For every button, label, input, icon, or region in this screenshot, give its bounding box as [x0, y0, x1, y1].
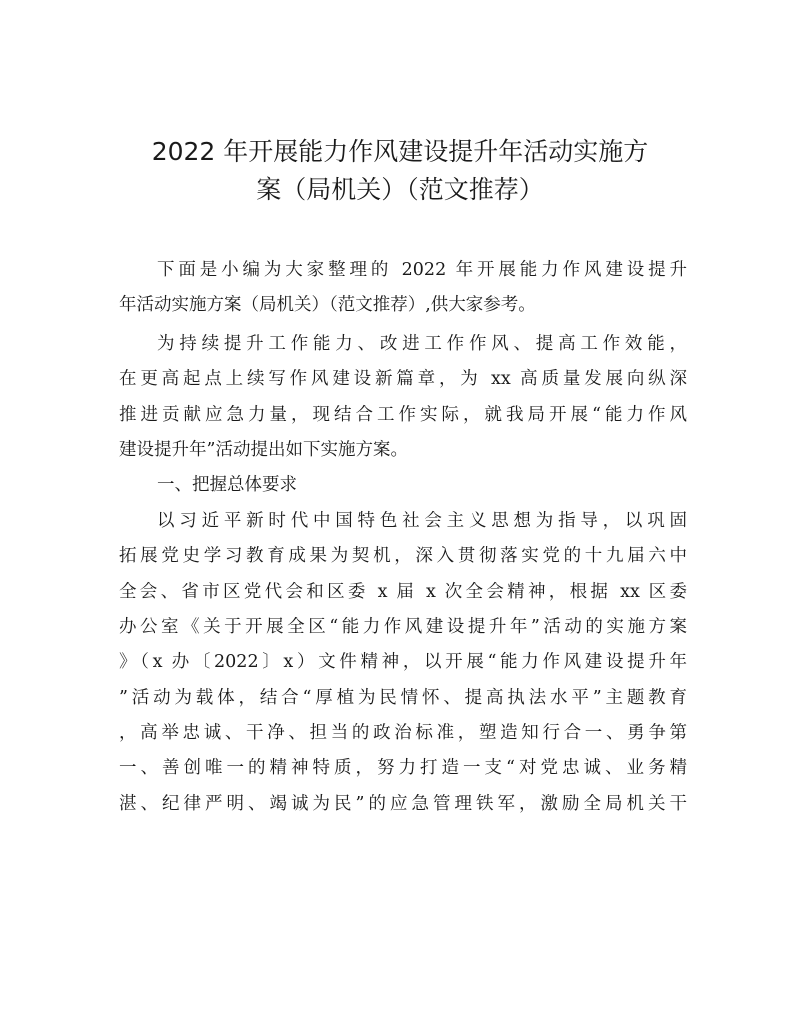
- title-line-1: 2022 年开展能力作风建设提升年活动实施方: [151, 137, 649, 166]
- body-line: 湛、纪律严明、竭诚为民”的应急管理铁军，激励全局机关干: [119, 793, 687, 814]
- body-line: 》（x 办〔2022〕x）文件精神，以开展“能力作风建设提升年: [119, 652, 687, 673]
- document-title: [110, 133, 690, 209]
- body-line: 下面是小编为大家整理的 2022 年开展能力作风建设提升: [157, 260, 687, 280]
- body-line: 拓展党史学习教育成果为契机，深入贯彻落实党的十九届六中: [119, 546, 687, 567]
- body-line: 全会、省市区党代会和区委 x 届 x 次全会精神，根据 xx 区委: [119, 581, 687, 602]
- body-line: ，高举忠诚、干净、担当的政治标准，塑造知行合一、勇争第: [119, 723, 687, 744]
- body-line: 一、善创唯一的精神特质，努力打造一支“对党忠诚、业务精: [119, 758, 687, 779]
- section-heading: 一、把握总体要求: [157, 475, 297, 496]
- body-line: 以习近平新时代中国特色社会主义思想为指导，以巩固: [157, 510, 687, 531]
- body-line: ”活动为载体，结合“厚植为民情怀、提高执法水平”主题教育: [119, 687, 687, 708]
- body-line: 建设提升年”活动提出如下实施方案。: [119, 439, 408, 460]
- body-line: 年活动实施方案（局机关）（范文推荐）,供大家参考。: [119, 295, 536, 316]
- body-line: 推进贡献应急力量，现结合工作实际，就我局开展“能力作风: [119, 404, 687, 425]
- document-body: [119, 253, 687, 822]
- body-line: 办公室《关于开展全区“能力作风建设提升年”活动的实施方案: [119, 616, 687, 637]
- body-line: 在更高起点上续写作风建设新篇章，为 xx 高质量发展向纵深: [119, 369, 687, 390]
- title-line-2: 案（局机关）（范文推荐）: [256, 175, 544, 204]
- body-line: 为持续提升工作能力、改进工作作风、提高工作效能，: [157, 333, 687, 354]
